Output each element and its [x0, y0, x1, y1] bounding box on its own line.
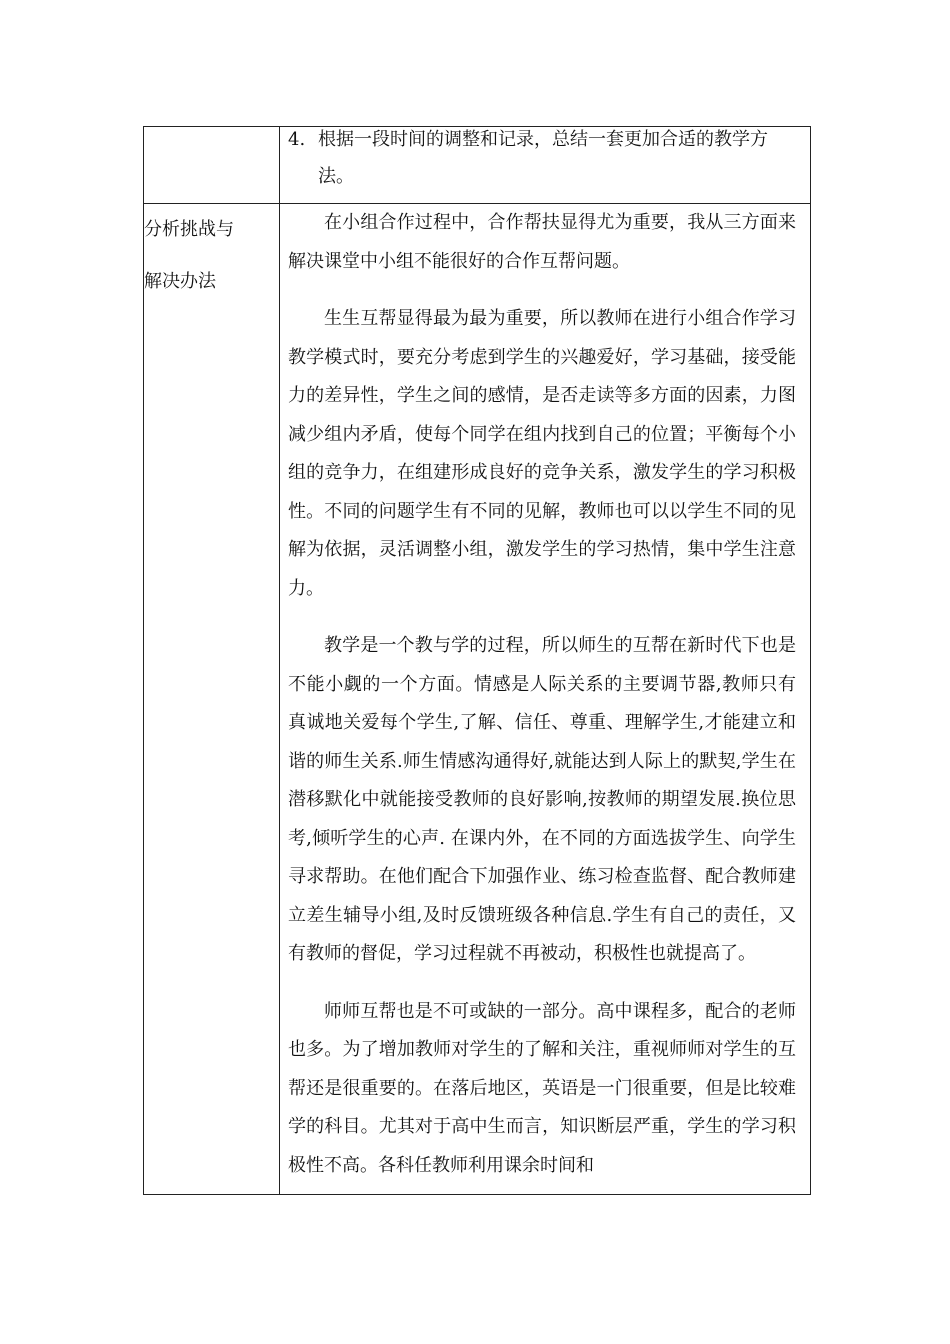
numbered-list-item	[280, 121, 810, 195]
paragraph-teacher-teacher-help: 师师互帮也是不可或缺的一部分。高中课程多，配合的老师也多。为了增加教师对学生的了解和关注，重视师师对学生的互帮还是很重要的。在落后地区，英语是一门很重要，但是比较难学的科目。尤其对于高中生而言，知识断层严重，学生的学习积极性不高。各科任教师利用课余时间和	[288, 1000, 796, 1176]
list-item-text: 根据一段时间的调整和记录，总结一套更加合适的教学方法。	[318, 129, 768, 187]
table-row-challenges	[144, 204, 811, 1195]
challenges-content-cell	[280, 204, 811, 1195]
reflection-table	[143, 126, 811, 1195]
list-item-number: 4.	[288, 129, 306, 150]
paragraph-teacher-student-help: 教学是一个教与学的过程，所以师生的互帮在新时代下也是不能小觑的一个方面。情感是人际关系的主要调节器,教师只有真诚地关爱每个学生,了解、信任、尊重、理解学生,才能建立和谐的师生关系.师生情感沟通得好,就能达到人际上的默契,学生在潜移默化中就能接受教师的良好影响,按教师的期望发展.换位思考,倾听学生的心声. 在课内外，在不同的方面选拔学生、向学生寻求帮助。在他们配合下加强作业、练习检查监督、配合教师建立差生辅导小组,及时反馈班级各种信息.学生有自己的责任，又有教师的督促，学习过程就不再被动，积极性也就提高了。	[288, 635, 796, 964]
table-row-summary	[144, 127, 811, 204]
paragraph-intro: 在小组合作过程中，合作帮扶显得尤为重要，我从三方面来解决课堂中小组不能很好的合作互帮问题。	[288, 212, 796, 272]
row-label-line-1: 分析挑战与	[144, 219, 234, 240]
paragraph-student-mutual-help: 生生互帮显得最为最为重要，所以教师在进行小组合作学习教学模式时，要充分考虑到学生的兴趣爱好，学习基础，接受能力的差异性，学生之间的感情，是否走读等多方面的因素，力图减少组内矛盾，使每个同学在组内找到自己的位置；平衡每个小组的竞争力，在组建形成良好的竞争关系，激发学生的学习积极性。不同的问题学生有不同的见解，教师也可以以学生不同的见解为依据，灵活调整小组，激发学生的学习热情，集中学生注意力。	[288, 308, 796, 599]
row-label-cell	[144, 204, 280, 1195]
summary-cell	[280, 127, 811, 204]
empty-label-cell	[144, 127, 280, 204]
row-label-line-2: 解决办法	[144, 271, 216, 292]
